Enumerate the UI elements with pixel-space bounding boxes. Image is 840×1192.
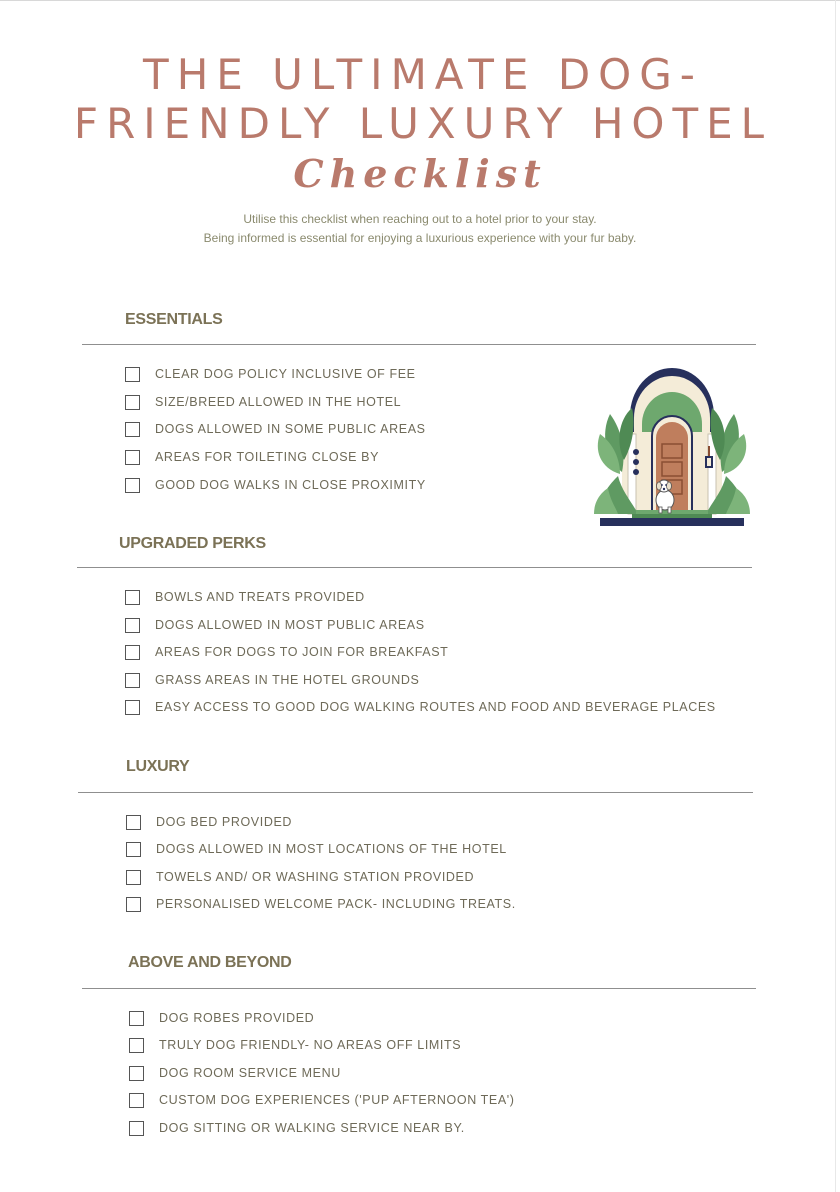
- checkbox[interactable]: [126, 870, 141, 885]
- checkbox[interactable]: [125, 700, 140, 715]
- item-label: GOOD DOG WALKS IN CLOSE PROXIMITY: [155, 478, 426, 492]
- checklist-item[interactable]: [129, 1091, 515, 1109]
- checklist-item[interactable]: [125, 365, 416, 383]
- item-label: AREAS FOR DOGS TO JOIN FOR BREAKFAST: [155, 645, 449, 659]
- section-heading-essentials: ESSENTIALS: [125, 311, 223, 328]
- page-top-edge: [0, 0, 840, 1]
- checklist-item[interactable]: [126, 813, 292, 831]
- checkbox[interactable]: [126, 815, 141, 830]
- checkbox[interactable]: [125, 618, 140, 633]
- checkbox[interactable]: [125, 478, 140, 493]
- checkbox[interactable]: [129, 1066, 144, 1081]
- page-subtitle: Checklist: [293, 151, 547, 196]
- item-label: CLEAR DOG POLICY INCLUSIVE OF FEE: [155, 367, 416, 381]
- item-label: DOG ROBES PROVIDED: [159, 1011, 315, 1025]
- item-label: PERSONALISED WELCOME PACK- INCLUDING TREATS.: [156, 897, 516, 911]
- checkbox[interactable]: [125, 450, 140, 465]
- item-label: AREAS FOR TOILETING CLOSE BY: [155, 450, 380, 464]
- checkbox[interactable]: [125, 673, 140, 688]
- section-heading-above-and-beyond: ABOVE AND BEYOND: [128, 954, 292, 971]
- checklist-item[interactable]: [126, 868, 474, 886]
- intro-text: [0, 210, 840, 248]
- item-label: SIZE/BREED ALLOWED IN THE HOTEL: [155, 395, 402, 409]
- checkbox[interactable]: [126, 897, 141, 912]
- item-label: BOWLS AND TREATS PROVIDED: [155, 590, 365, 604]
- intro-line-2: Being informed is essential for enjoying a luxurious experience with your fur baby.: [203, 231, 637, 245]
- checkbox[interactable]: [126, 842, 141, 857]
- checkbox[interactable]: [129, 1093, 144, 1108]
- checkbox[interactable]: [125, 645, 140, 660]
- checklist-item[interactable]: [125, 588, 365, 606]
- checkbox[interactable]: [129, 1011, 144, 1026]
- checkbox[interactable]: [125, 590, 140, 605]
- item-label: EASY ACCESS TO GOOD DOG WALKING ROUTES AND FOOD AND BEVERAGE PLACES: [155, 700, 716, 714]
- section-divider: [82, 988, 756, 989]
- item-label: CUSTOM DOG EXPERIENCES ('PUP AFTERNOON TEA'): [159, 1093, 515, 1107]
- checklist-item[interactable]: [125, 643, 448, 661]
- item-label: GRASS AREAS IN THE HOTEL GROUNDS: [155, 673, 420, 687]
- header: [0, 50, 840, 248]
- section-divider: [78, 792, 753, 793]
- item-label: DOG ROOM SERVICE MENU: [159, 1066, 341, 1080]
- item-label: DOG SITTING OR WALKING SERVICE NEAR BY.: [159, 1121, 465, 1135]
- item-label: DOGS ALLOWED IN SOME PUBLIC AREAS: [155, 422, 426, 436]
- checklist-item[interactable]: [126, 895, 516, 913]
- item-label: DOGS ALLOWED IN MOST LOCATIONS OF THE HOTEL: [156, 842, 507, 856]
- checkbox[interactable]: [125, 422, 140, 437]
- checklist-item[interactable]: [126, 840, 507, 858]
- intro-line-1: Utilise this checklist when reaching out to a hotel prior to your stay.: [243, 212, 597, 226]
- checklist-item[interactable]: [125, 616, 425, 634]
- checklist-item[interactable]: [129, 1064, 341, 1082]
- checklist-item[interactable]: [125, 448, 379, 466]
- section-divider: [77, 567, 752, 568]
- section-divider: [82, 344, 756, 345]
- item-label: TOWELS AND/ OR WASHING STATION PROVIDED: [156, 870, 475, 884]
- item-label: DOGS ALLOWED IN MOST PUBLIC AREAS: [155, 618, 425, 632]
- section-heading-upgraded-perks: UPGRADED PERKS: [119, 535, 266, 552]
- checklist-item[interactable]: [129, 1119, 465, 1137]
- item-label: DOG BED PROVIDED: [156, 815, 293, 829]
- section-heading-luxury: LUXURY: [126, 758, 190, 775]
- checkbox[interactable]: [129, 1121, 144, 1136]
- checklist-item[interactable]: [125, 420, 426, 438]
- checklist-item[interactable]: [125, 393, 401, 411]
- checklist-item[interactable]: [125, 671, 419, 689]
- checkbox[interactable]: [125, 395, 140, 410]
- page-title: THE ULTIMATE DOG- FRIENDLY LUXURY HOTEL: [73, 50, 773, 148]
- checklist-item[interactable]: [129, 1036, 461, 1054]
- checkbox[interactable]: [125, 367, 140, 382]
- checklist-item[interactable]: [125, 698, 716, 716]
- checkbox[interactable]: [129, 1038, 144, 1053]
- dog-at-hotel-door-icon: [592, 364, 752, 530]
- item-label: TRULY DOG FRIENDLY- NO AREAS OFF LIMITS: [159, 1038, 462, 1052]
- checklist-item[interactable]: [129, 1009, 314, 1027]
- checklist-item[interactable]: [125, 476, 426, 494]
